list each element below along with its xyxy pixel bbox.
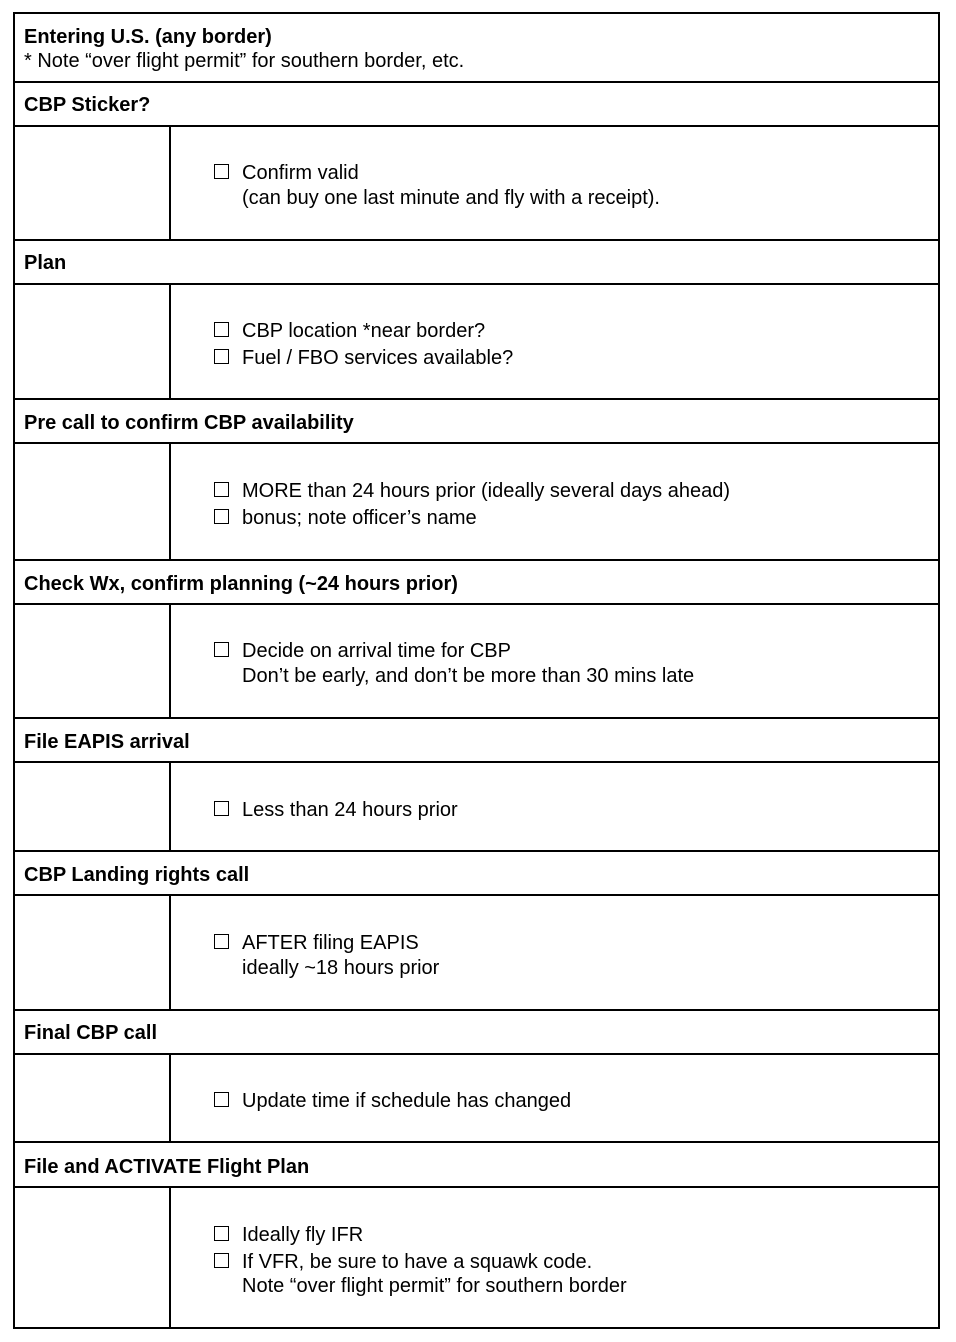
- row-divider: [13, 850, 940, 852]
- table-border-bottom: [13, 1327, 940, 1329]
- item-note: ideally ~18 hours prior: [242, 957, 440, 979]
- item-label: CBP location *near border?: [242, 320, 486, 342]
- section-header-check-wx: Check Wx, confirm planning (~24 hours prior): [24, 573, 458, 595]
- row-divider: [13, 1009, 940, 1011]
- checkbox-less-than-24h[interactable]: [214, 801, 229, 816]
- column-divider: [169, 894, 171, 1010]
- column-divider: [169, 442, 171, 560]
- row-divider: [13, 125, 940, 127]
- checkbox-fuel-fbo[interactable]: [214, 349, 229, 364]
- checkbox-fly-ifr[interactable]: [214, 1226, 229, 1241]
- table-border-right: [938, 12, 940, 1329]
- item-label: bonus; note officer’s name: [242, 507, 477, 529]
- table-border-left: [13, 12, 15, 1329]
- item-label: MORE than 24 hours prior (ideally several days ahead): [242, 480, 731, 502]
- checkbox-vfr-squawk[interactable]: [214, 1253, 229, 1268]
- item-label: Fuel / FBO services available?: [242, 347, 514, 369]
- item-label: Ideally fly IFR: [242, 1224, 364, 1246]
- section-header-plan: Plan: [24, 252, 67, 274]
- section-header-pre-call: Pre call to confirm CBP availability: [24, 412, 354, 434]
- row-divider: [13, 442, 940, 444]
- row-divider: [13, 559, 940, 561]
- checkbox-officer-name[interactable]: [214, 509, 229, 524]
- checkbox-arrival-time[interactable]: [214, 642, 229, 657]
- column-divider: [169, 761, 171, 851]
- item-label: Less than 24 hours prior: [242, 799, 458, 821]
- item-label: AFTER filing EAPIS: [242, 932, 419, 954]
- checkbox-confirm-valid[interactable]: [214, 164, 229, 179]
- row-divider: [13, 1186, 940, 1188]
- document-title: Entering U.S. (any border): [24, 26, 272, 48]
- item-label: Update time if schedule has changed: [242, 1090, 572, 1112]
- row-divider: [13, 894, 940, 896]
- checkbox-update-time[interactable]: [214, 1092, 229, 1107]
- row-divider: [13, 239, 940, 241]
- row-divider: [13, 1141, 940, 1143]
- document-subtitle-note: * Note “over flight permit” for southern border, etc.: [24, 50, 465, 72]
- item-label: Decide on arrival time for CBP: [242, 640, 511, 662]
- row-divider: [13, 283, 940, 285]
- row-divider: [13, 717, 940, 719]
- table-border-top: [13, 12, 940, 14]
- row-divider: [13, 81, 940, 83]
- column-divider: [169, 283, 171, 399]
- section-header-file-eapis: File EAPIS arrival: [24, 731, 190, 753]
- item-note: (can buy one last minute and fly with a receipt).: [242, 187, 660, 209]
- row-divider: [13, 603, 940, 605]
- row-divider: [13, 398, 940, 400]
- item-label: Confirm valid: [242, 162, 359, 184]
- row-divider: [13, 761, 940, 763]
- row-divider: [13, 1053, 940, 1055]
- item-note: Note “over flight permit” for southern border: [242, 1275, 627, 1297]
- item-note: Don’t be early, and don’t be more than 30 mins late: [242, 665, 695, 687]
- section-header-final-call: Final CBP call: [24, 1022, 158, 1044]
- checkbox-cbp-location[interactable]: [214, 322, 229, 337]
- section-header-landing-rights: CBP Landing rights call: [24, 864, 250, 886]
- column-divider: [169, 1186, 171, 1329]
- column-divider: [169, 603, 171, 718]
- column-divider: [169, 125, 171, 240]
- section-header-flight-plan: File and ACTIVATE Flight Plan: [24, 1156, 310, 1178]
- column-divider: [169, 1053, 171, 1142]
- checklist-table: [13, 12, 940, 1329]
- checkbox-after-filing-eapis[interactable]: [214, 934, 229, 949]
- item-label: If VFR, be sure to have a squawk code.: [242, 1251, 593, 1273]
- checkbox-more-than-24h[interactable]: [214, 482, 229, 497]
- section-header-cbp-sticker: CBP Sticker?: [24, 94, 151, 116]
